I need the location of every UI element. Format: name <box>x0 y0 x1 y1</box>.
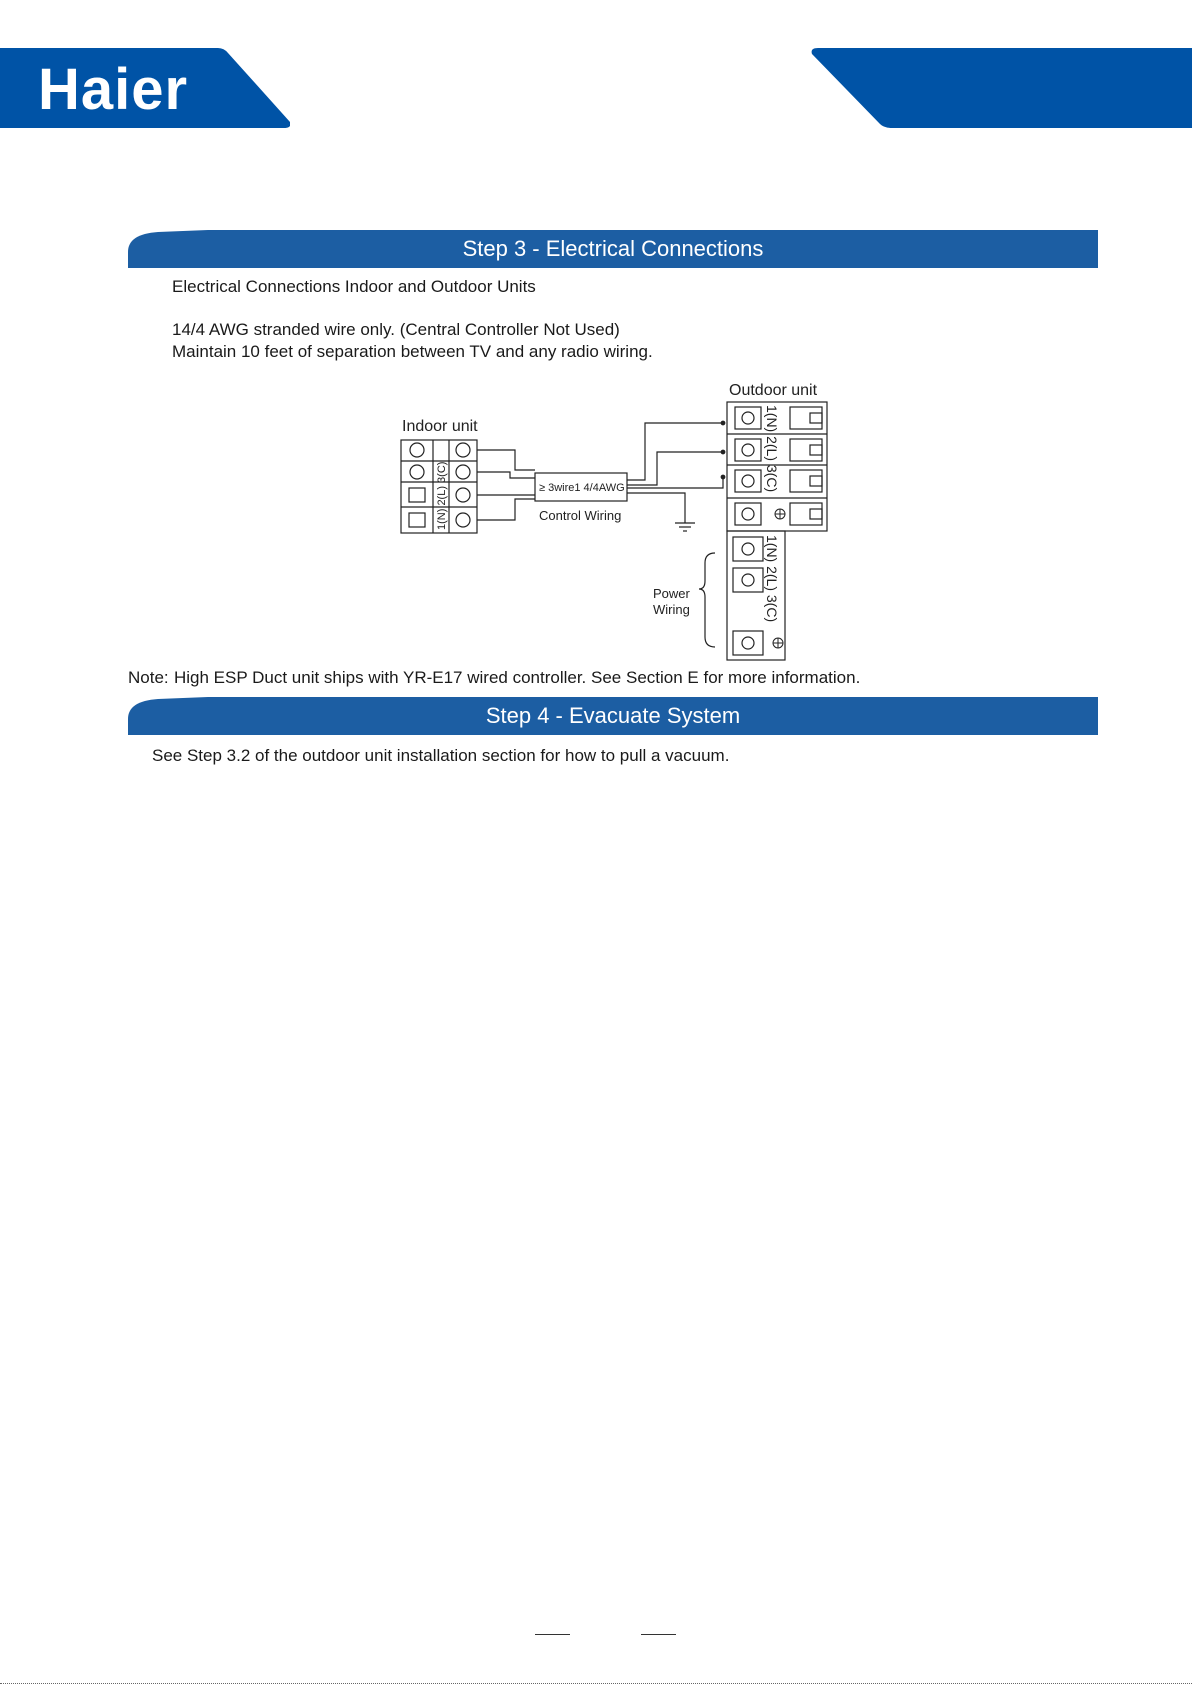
outdoor-terminal-labels: 1(N) 2(L) 3(C) <box>764 405 780 493</box>
step4-text: See Step 3.2 of the outdoor unit installation section for how to pull a vacuum. <box>152 746 730 765</box>
control-wiring-label: Control Wiring <box>539 508 622 523</box>
note-text: High ESP Duct unit ships with YR-E17 wired controller. See Section E for more information. <box>174 668 861 687</box>
page-number-line-left <box>535 1634 570 1635</box>
step3-title: Step 3 - Electrical Connections <box>462 236 764 261</box>
step3-subtitle: Electrical Connections Indoor and Outdoor Units <box>172 277 536 296</box>
power-label-line1: Power <box>653 586 690 601</box>
page-bottom-border <box>0 1683 1192 1684</box>
outdoor-unit-label: Outdoor unit <box>729 382 818 399</box>
wire-spec-line: 14/4 AWG stranded wire only. (Central Controller Not Used) <box>172 320 620 339</box>
brand-logo[interactable]: Haier <box>38 57 189 122</box>
note-prefix: Note: <box>128 668 169 687</box>
page-number-line-right <box>641 1634 676 1635</box>
power-label-line2: Wiring <box>653 602 690 617</box>
step4-title: Step 4 - Evacuate System <box>485 703 741 728</box>
header-accent-tab <box>810 48 1192 128</box>
indoor-unit-label: Indoor unit <box>402 418 478 435</box>
power-terminal-labels: 1(N) 2(L) 3(C) <box>764 535 780 623</box>
cable-spec-label: ≥ 3wire1 4/4AWG <box>539 482 625 494</box>
wiring-diagram <box>395 375 835 665</box>
separation-line: Maintain 10 feet of separation between TV and any radio wiring. <box>172 342 653 361</box>
indoor-terminal-labels: 1(N) 2(L) 3(C) <box>436 461 448 530</box>
